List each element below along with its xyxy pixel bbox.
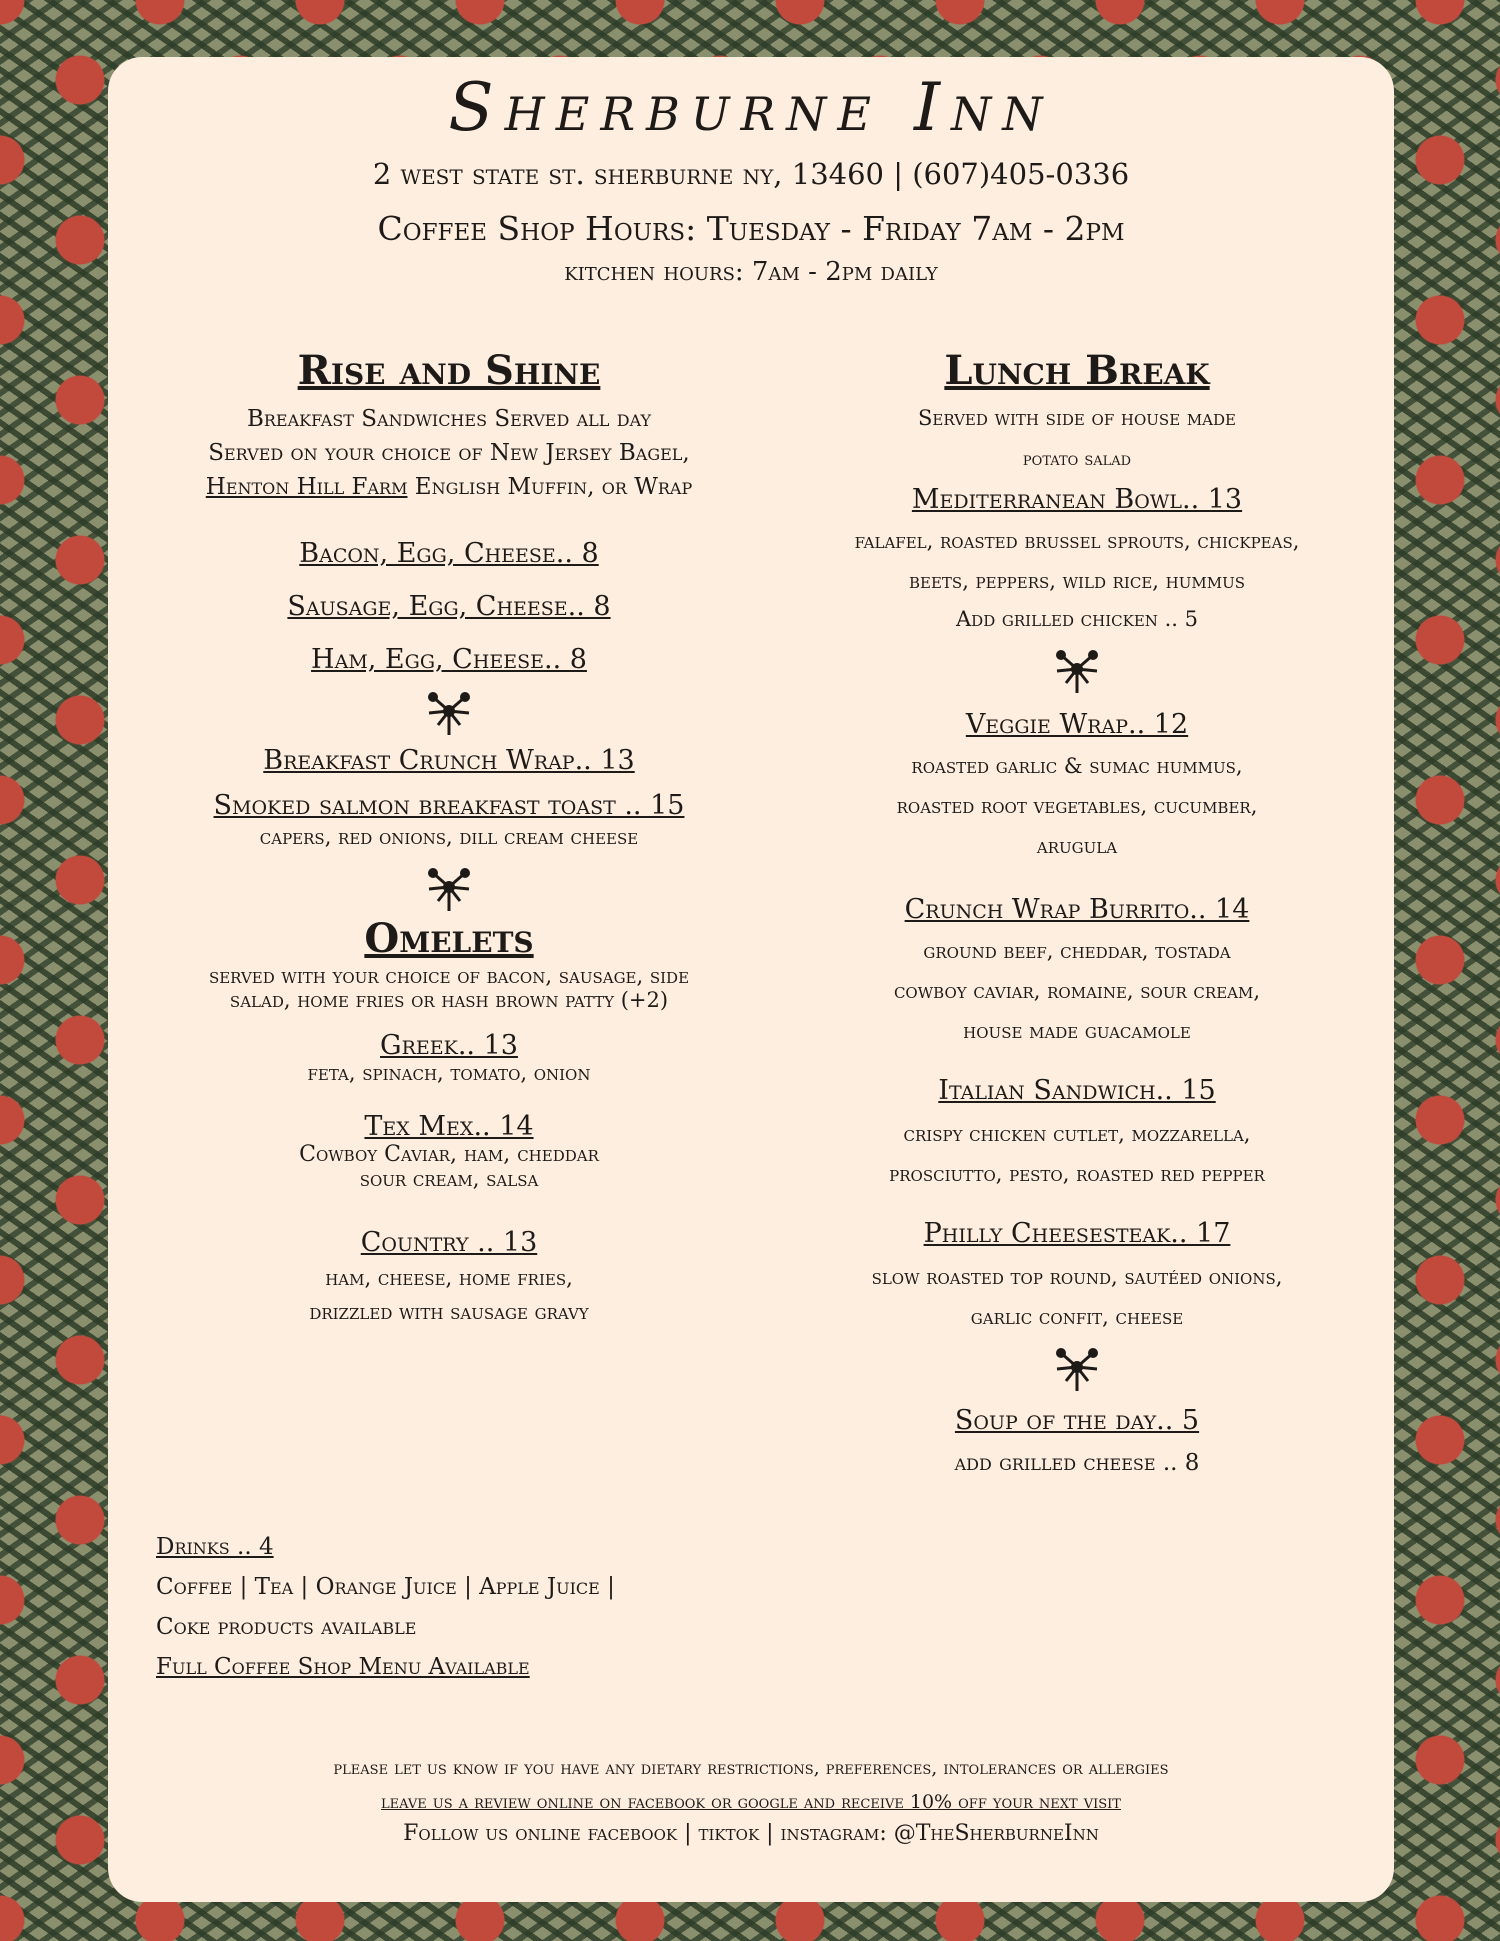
- menu-item-country-omelet: Country .. 13: [360, 1227, 538, 1258]
- kitchen-hours: kitchen hours: 7am - 2pm daily: [564, 257, 938, 287]
- left-column: [108, 347, 790, 1324]
- burrito-description-3: house made guacamole: [963, 1019, 1191, 1043]
- breakfast-intro-3-rest: English Muffin, or Wrap: [407, 474, 693, 500]
- burrito-description-1: ground beef, cheddar, tostada: [923, 939, 1231, 963]
- menu-item-veggie-wrap: Veggie Wrap.. 12: [965, 709, 1189, 740]
- menu-footer: [108, 1757, 1394, 1846]
- ornament-icon: [422, 685, 476, 739]
- add-grilled-chicken: Add grilled chicken .. 5: [956, 607, 1198, 631]
- review-link[interactable]: leave us a review online on facebook or google and receive 10% off your next visit: [381, 1791, 1121, 1813]
- menu-panel: [108, 57, 1394, 1902]
- veggie-wrap-description-1: roasted garlic & sumac hummus,: [911, 754, 1243, 778]
- burrito-description-2: cowboy caviar, romaine, sour cream,: [893, 979, 1261, 1003]
- greek-omelet-description: feta, spinach, tomato, onion: [307, 1061, 591, 1085]
- menu-item-breakfast-crunch-wrap: Breakfast Crunch Wrap.. 13: [263, 745, 635, 776]
- mediterranean-description-1: falafel, roasted brussel sprouts, chickpeas,: [854, 529, 1300, 553]
- section-title-omelets: Omelets: [364, 915, 534, 962]
- farm-name: Henton Hill Farm: [205, 474, 408, 500]
- tex-mex-description-2: sour cream, salsa: [359, 1167, 539, 1191]
- italian-description-2: prosciutto, pesto, roasted red pepper: [889, 1162, 1265, 1186]
- restaurant-title: Sherburne Inn: [448, 69, 1054, 146]
- country-description-1: ham, cheese, home fries,: [325, 1266, 573, 1290]
- omelets-intro-2: salad, home fries or hash brown patty (+2): [229, 988, 669, 1012]
- menu-item-italian-sandwich: Italian Sandwich.. 15: [938, 1075, 1216, 1106]
- lunch-intro-1: Served with side of house made: [917, 406, 1236, 430]
- section-title-rise-and-shine: Rise and Shine: [297, 347, 601, 394]
- menu-item-crunch-wrap-burrito: Crunch Wrap Burrito.. 14: [904, 894, 1250, 925]
- coke-products-note: Coke products available: [156, 1614, 417, 1640]
- breakfast-intro-2: Served on your choice of New Jersey Bagel,: [208, 440, 690, 466]
- smoked-salmon-description: capers, red onions, dill cream cheese: [259, 825, 639, 849]
- veggie-wrap-description-3: arugula: [1036, 834, 1118, 858]
- right-column: [760, 347, 1394, 1476]
- menu-item-bacon-egg-cheese: Bacon, Egg, Cheese.. 8: [299, 538, 599, 569]
- omelets-intro-1: served with your choice of bacon, sausage, side: [208, 964, 690, 988]
- drinks-section: [156, 1534, 615, 1680]
- menu-item-sausage-egg-cheese: Sausage, Egg, Cheese.. 8: [287, 591, 611, 622]
- menu-item-philly-cheesesteak: Philly Cheesesteak.. 17: [923, 1218, 1231, 1249]
- philly-description-2: garlic confit, cheese: [970, 1305, 1184, 1329]
- breakfast-intro-1: Breakfast Sandwiches Served all day: [246, 406, 652, 432]
- breakfast-intro-3: [108, 470, 790, 504]
- veggie-wrap-description-2: roasted root vegetables, cucumber,: [896, 794, 1258, 818]
- country-description-2: drizzled with sausage gravy: [309, 1300, 589, 1324]
- drinks-list: Coffee | Tea | Orange Juice | Apple Juice |: [156, 1574, 615, 1600]
- menu-item-smoked-salmon-toast: Smoked salmon breakfast toast .. 15: [213, 790, 685, 821]
- italian-description-1: crispy chicken cutlet, mozzarella,: [903, 1122, 1251, 1146]
- address-line: 2 west state st. sherburne ny, 13460 | (607)405-0336: [372, 157, 1130, 191]
- ornament-icon: [422, 861, 476, 915]
- menu-item-mediterranean-bowl: Mediterranean Bowl.. 13: [911, 484, 1243, 515]
- social-follow[interactable]: Follow us online facebook | tiktok | instagram: @TheSherburneInn: [403, 1821, 1099, 1846]
- section-title-lunch-break: Lunch Break: [944, 347, 1210, 394]
- menu-item-ham-egg-cheese: Ham, Egg, Cheese.. 8: [311, 644, 587, 675]
- drinks-title: Drinks .. 4: [156, 1534, 274, 1560]
- lunch-intro-2: potato salad: [1022, 448, 1132, 470]
- ornament-icon: [1050, 1341, 1104, 1395]
- menu-item-tex-mex-omelet: Tex Mex.. 14: [364, 1111, 534, 1142]
- philly-description-1: slow roasted top round, sautéed onions,: [871, 1265, 1283, 1289]
- tex-mex-description-1: Cowboy Caviar, ham, cheddar: [299, 1142, 599, 1167]
- menu-item-soup-of-the-day: Soup of the day.. 5: [954, 1405, 1200, 1436]
- coffee-shop-hours: Coffee Shop Hours: Tuesday - Friday 7am - 2pm: [377, 209, 1125, 248]
- dietary-notice: please let us know if you have any dietary restrictions, preferences, intolerances or allergies: [333, 1757, 1169, 1779]
- menu-item-greek-omelet: Greek.. 13: [380, 1030, 518, 1061]
- mediterranean-description-2: beets, peppers, wild rice, hummus: [908, 569, 1245, 593]
- full-coffee-menu-link: Full Coffee Shop Menu Available: [156, 1654, 530, 1680]
- add-grilled-cheese: add grilled cheese .. 8: [954, 1450, 1200, 1476]
- ornament-icon: [1050, 643, 1104, 697]
